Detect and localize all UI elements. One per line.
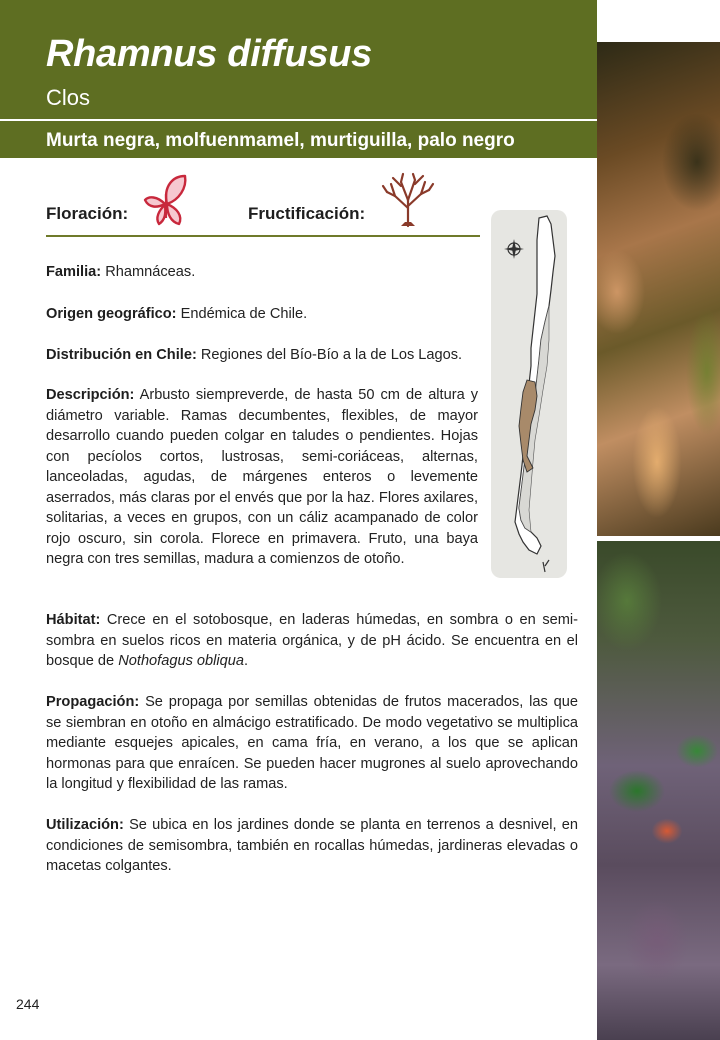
distribucion-label: Distribución en Chile: (46, 347, 197, 363)
origen-paragraph (46, 304, 578, 325)
origen-label: Origen geográfico: (46, 306, 177, 322)
utilizacion-label: Utilización: (46, 817, 124, 833)
plant-photo-top (597, 42, 720, 536)
plant-photo-bottom (597, 541, 720, 1040)
propagacion-label: Propagación: (46, 694, 140, 710)
descripcion-text: Arbusto siempreverde, de hasta 50 cm de altura y diámetro variable. Ramas decumbentes, flexibles, de mayor desarrollo cuando pueden colgar en taludes o pendientes. Hojas con pecíolos cortos, lustrosas, semi-coriáceas, alternas, lanceoladas, agudas, de márgenes enteros o levemente aserrados, más claras por el envés que por la haz. Flores axilares, solitarias, a veces en grupos, con un cáliz acampanado de color rojo oscuro, sin corola. Florece en primavera. Fruto, una baya negra con tres semillas, madura a comienzos de otoño. (46, 387, 478, 567)
vernacular-names: Murta negra, molfuenmamel, murtiguilla, palo negro (46, 130, 515, 151)
habitat-label: Hábitat: (46, 612, 101, 628)
familia-text: Rhamnáceas. (101, 264, 196, 280)
tree-icon (381, 172, 435, 228)
distribucion-paragraph (46, 345, 578, 366)
origen-text: Endémica de Chile. (176, 306, 308, 322)
common-name: Clos (46, 85, 91, 110)
butterfly-icon (143, 174, 191, 226)
habitat-end: . (244, 653, 249, 669)
habitat-text: Crece en el sotobosque, en laderas húmedas, en sombra o en semi-sombra en suelos ricos en materia orgánica, y de pH ácido. Se encuentra en el bosque de (46, 612, 578, 669)
fruiting-label: Fructificación: (248, 204, 366, 223)
utilizacion-text: Se ubica en los jardines donde se planta en terrenos a desnivel, en condiciones de semisombra, también en rocallas húmedas, jardineras elevadas o macetas colgantes. (46, 817, 578, 874)
header-divider (0, 119, 597, 121)
habitat-paragraph (46, 610, 578, 672)
utilizacion-paragraph (46, 815, 578, 877)
distribucion-text: Regiones del Bío-Bío a la de Los Lagos. (196, 347, 463, 363)
descripcion-paragraph (46, 385, 478, 570)
habitat-species-ref: Nothofagus obliqua (118, 653, 244, 669)
header-band (0, 0, 597, 158)
familia-label: Familia: (46, 264, 102, 280)
species-title: Rhamnus diffusus (46, 33, 372, 75)
page-number: 244 (16, 996, 40, 1012)
propagacion-text: Se propaga por semillas obtenidas de frutos macerados, las que se siembran en otoño en almácigo estratificado. De modo vegetativo se multiplica mediante esquejes apicales, en cama fría, en verano, a los que se aplican hormonas para que enraícen. Se pueden hacer mugrones al suelo aprovechando la longitud y flexibilidad de las ramas. (46, 694, 578, 792)
propagacion-paragraph (46, 692, 578, 795)
section-divider (46, 235, 480, 237)
familia-paragraph (46, 262, 578, 283)
flowering-label: Floración: (46, 204, 129, 223)
descripcion-label: Descripción: (46, 387, 135, 403)
